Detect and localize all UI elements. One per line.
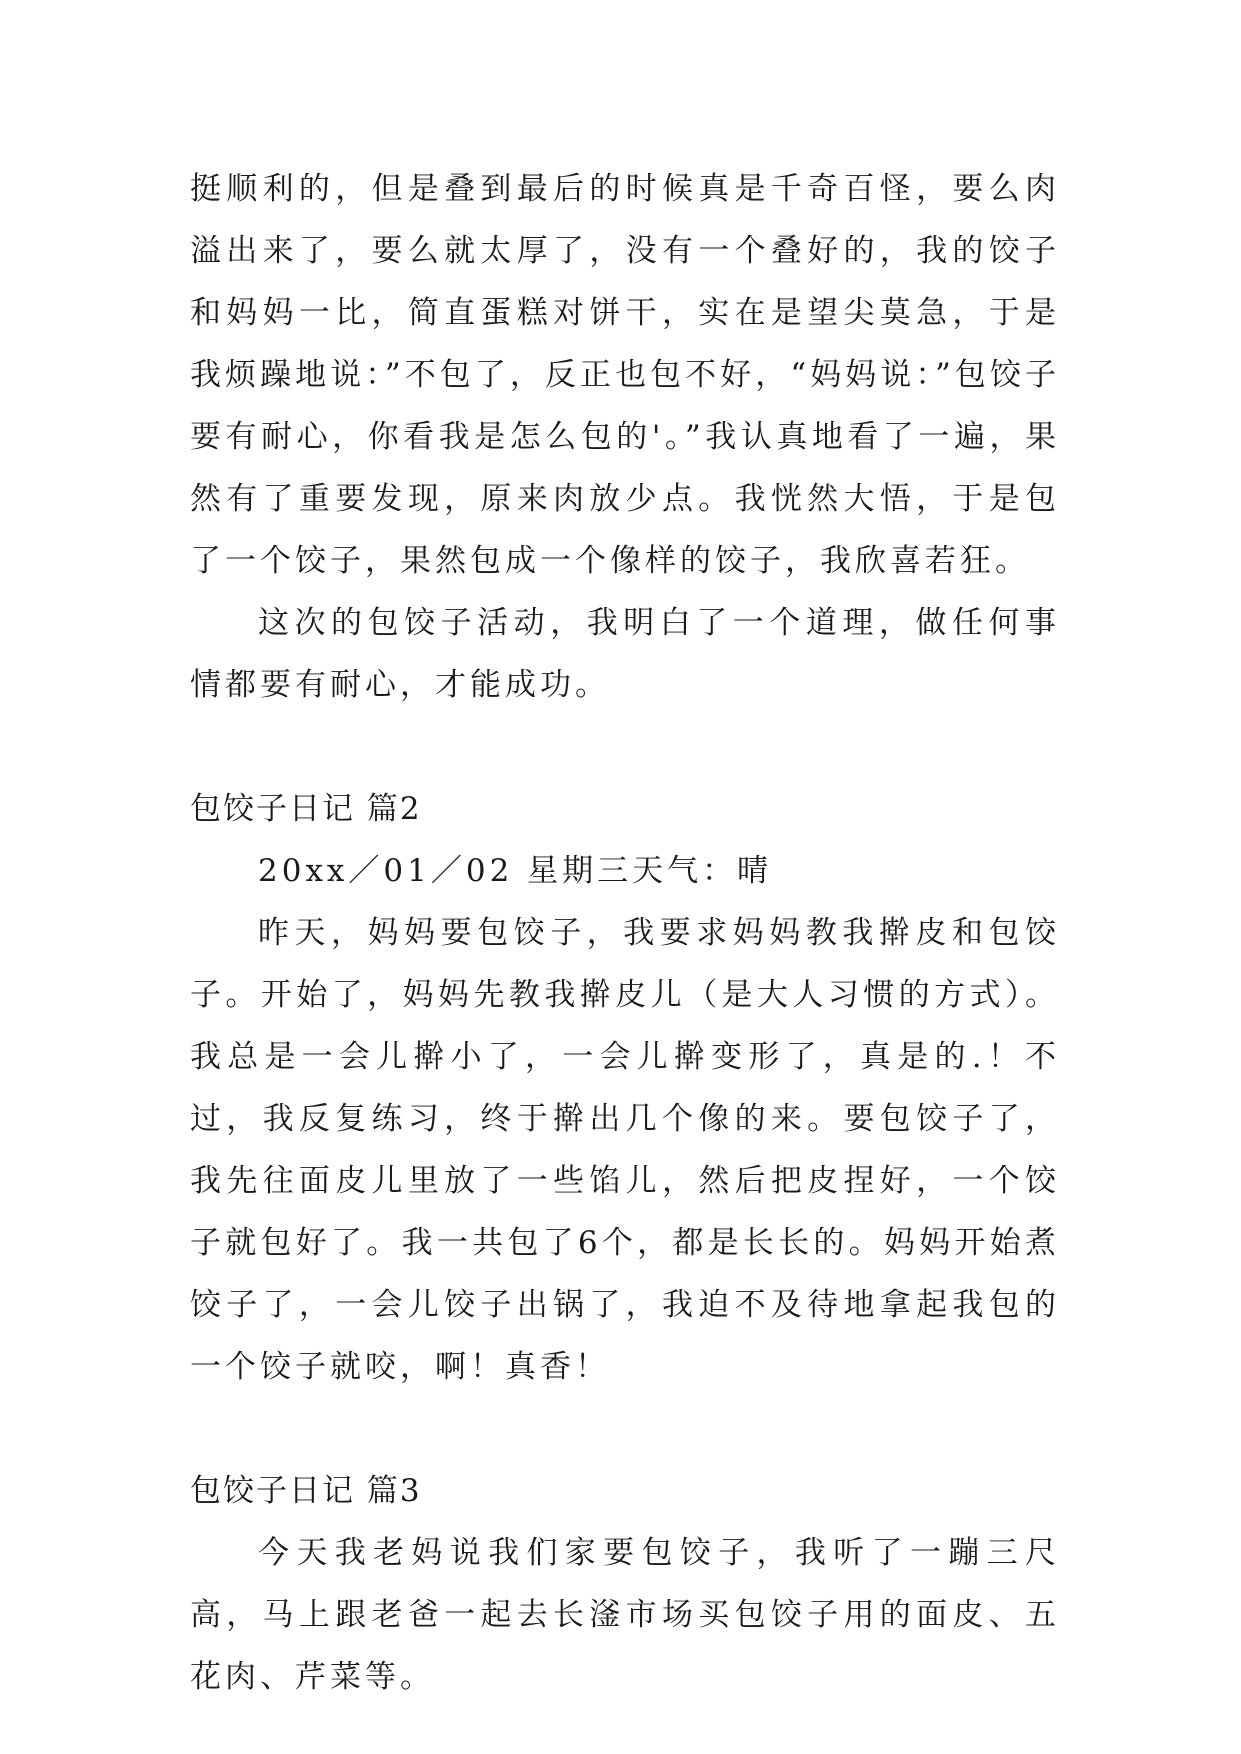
document-body <box>190 158 1060 1708</box>
section-spacer <box>190 1398 1060 1460</box>
section-heading-3: 包饺子日记 篇3 <box>190 1473 422 1509</box>
section-spacer <box>190 716 1060 778</box>
section-heading-2: 包饺子日记 篇2 <box>190 791 422 827</box>
paragraph-continuation: 挺顺利的，但是叠到最后的时候真是千奇百怪，要么肉溢出来了，要么就太厚了，没有一个叠好的，我的饺子和妈妈一比，简直蛋糕对饼干，实在是望尖莫急，于是我烦躁地说：”不包了，反正也包不好，“妈妈说：”包饺子要有耐心，你看我是怎么包的'。”我认真地看了一遍，果然有了重要发现，原来肉放少点。我恍然大悟，于是包了一个饺子，果然包成一个像样的饺子，我欣喜若狂。 <box>190 171 1060 579</box>
paragraph-section-3: 今天我老妈说我们家要包饺子，我听了一蹦三尺高，马上跟老爸一起去长滏市场买包饺子用的面皮、五花肉、芹菜等。 <box>190 1535 1060 1695</box>
diary-date-line: 20xx／01／02 星期三天气：晴 <box>258 853 773 889</box>
paragraph-section-2: 昨天，妈妈要包饺子，我要求妈妈教我擀皮和包饺子。开始了，妈妈先教我擀皮儿（是大人习惯的方式）。我总是一会儿擀小了，一会儿擀变形了，真是的.！不过，我反复练习，终于擀出几个像的来。要包饺子了，我先往面皮儿里放了一些馅儿，然后把皮捏好，一个饺子就包好了。我一共包了6个，都是长长的。妈妈开始煮饺子了，一会儿饺子出锅了，我迫不及待地拿起我包的一个饺子就咬，啊！真香！ <box>190 915 1060 1385</box>
paragraph-conclusion: 这次的包饺子活动，我明白了一个道理，做任何事情都要有耐心，才能成功。 <box>190 605 1060 703</box>
